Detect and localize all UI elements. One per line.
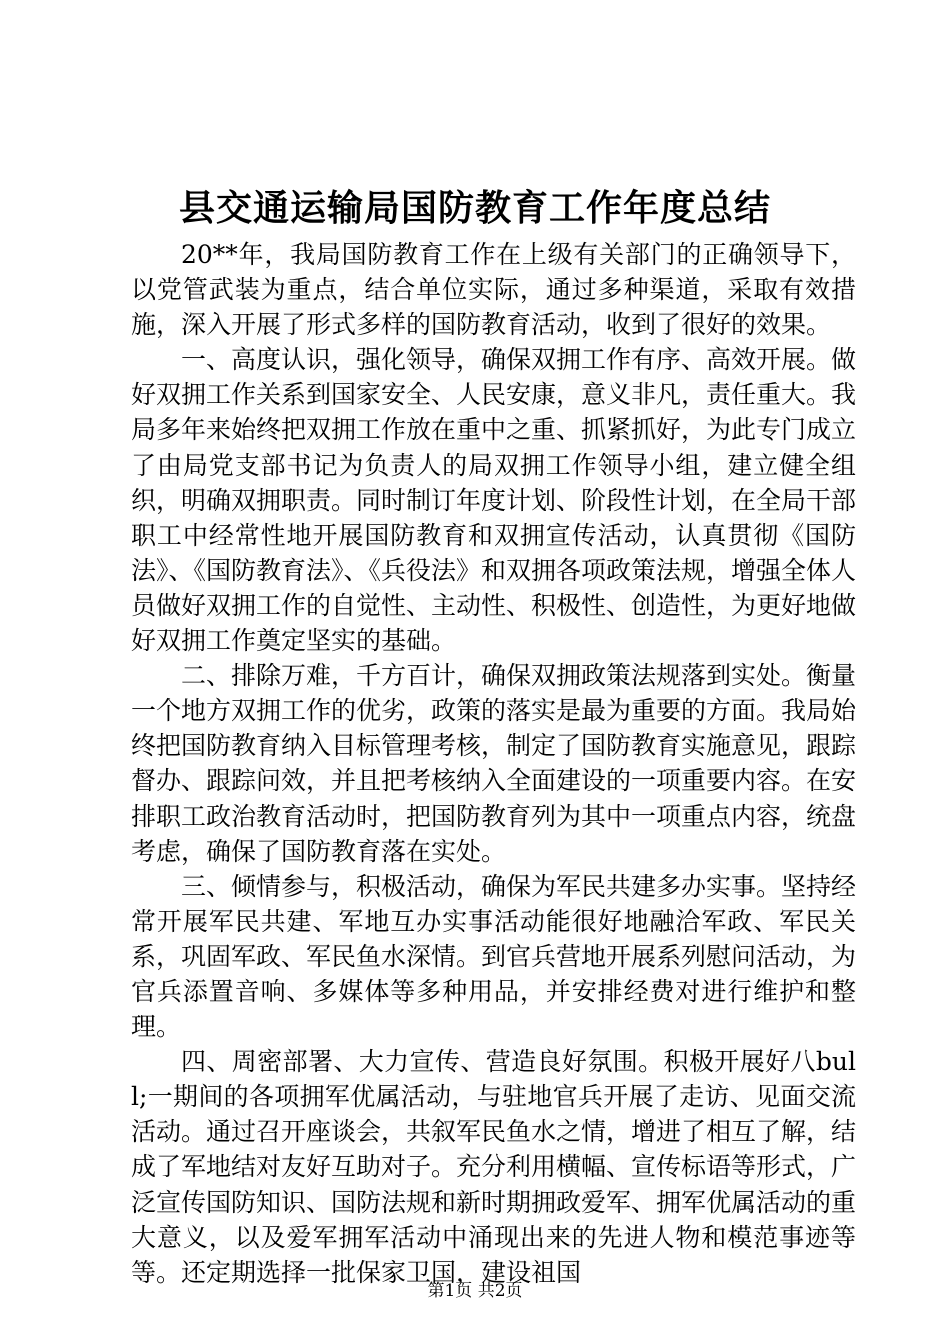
paragraph-section-4: 四、周密部署、大力宣传、营造良好氛围。积极开展好八bull;一期间的各项拥军优属活动，与驻地官兵开展了走访、见面交流活动。通过召开座谈会，共叙军民鱼水之情，增进了相互了解，结成了军地结对友好互助对子。充分利用横幅、宣传标语等形式，广泛宣传国防知识、国防法规和新时期拥政爱军、拥军优属活动的重大意义，以及爱军拥军活动中涌现出来的先进人物和模范事迹等等。还定期选择一批保家卫国，建设祖国 xyxy=(131,1047,857,1287)
document-title: 县交通运输局国防教育工作年度总结 xyxy=(178,187,771,229)
paragraph-section-3: 三、倾情参与，积极活动，确保为军民共建多办实事。坚持经常开展军民共建、军地互办实事活动能很好地融洽军政、军民关系，巩固军政、军民鱼水深情。到官兵营地开展系列慰问活动，为官兵添置音响、多媒体等多种用品，并安排经费对进行维护和整理。 xyxy=(131,871,857,1042)
paragraph-intro: 20**年，我局国防教育工作在上级有关部门的正确领导下，以党管武装为重点，结合单位实际，通过多种渠道，采取有效措施，深入开展了形式多样的国防教育活动，收到了很好的效果。 xyxy=(131,240,856,340)
paragraph-section-1: 一、高度认识，强化领导，确保双拥工作有序、高效开展。做好双拥工作关系到国家安全、人民安康，意义非凡，责任重大。我局多年来始终把双拥工作放在重中之重、抓紧抓好，为此专门成立了由局党支部书记为负责人的局双拥工作领导小组，建立健全组织，明确双拥职责。同时制订年度计划、阶段性计划，在全局干部职工中经常性地开展国防教育和双拥宣传活动，认真贯彻《国防法》、《国防教育法》、《兵役法》和双拥各项政策法规，增强全体人员做好双拥工作的自觉性、主动性、积极性、创造性，为更好地做好双拥工作奠定坚实的基础。 xyxy=(131,345,857,656)
document-body xyxy=(131,237,856,1290)
paragraph-section-2: 二、排除万难，千方百计，确保双拥政策法规落到实处。衡量一个地方双拥工作的优劣，政策的落实是最为重要的方面。我局始终把国防教育纳入目标管理考核，制定了国防教育实施意见，跟踪督办、跟踪问效，并且把考核纳入全面建设的一项重要内容。在安排职工政治教育活动时，把国防教育列为其中一项重点内容，统盘考虑，确保了国防教育落在实处。 xyxy=(131,661,857,866)
page-number-footer: 第1页 共2页 xyxy=(427,1281,523,1301)
